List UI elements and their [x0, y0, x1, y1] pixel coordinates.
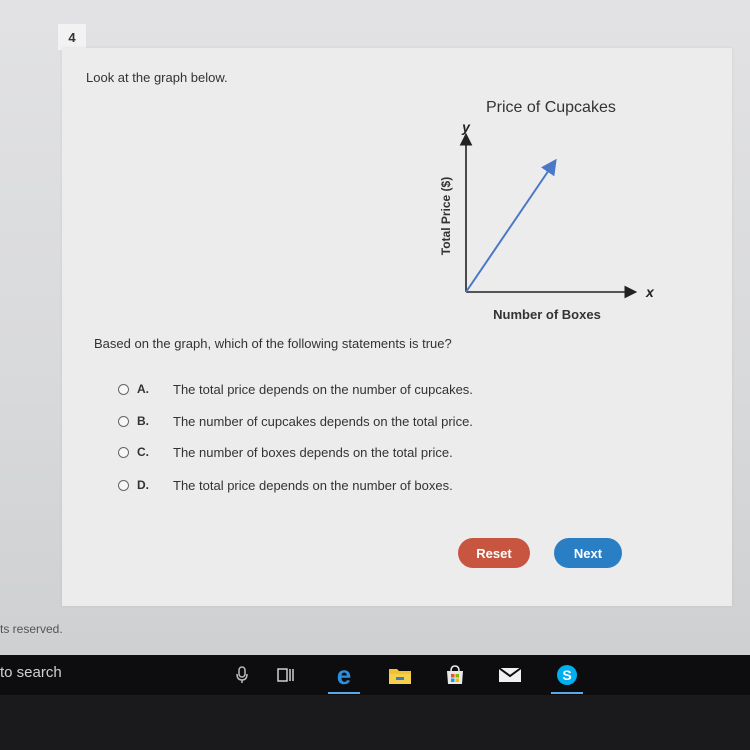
microphone-icon[interactable] [228, 661, 256, 689]
question-number: 4 [58, 24, 86, 50]
radio-a[interactable] [118, 384, 129, 395]
option-text: The number of cupcakes depends on the total price. [173, 413, 473, 429]
y-axis-letter: y [462, 119, 470, 135]
x-axis-label: Number of Boxes [493, 307, 601, 322]
question-card [62, 48, 732, 606]
copyright-text: ts reserved. [0, 622, 63, 636]
edge-icon[interactable]: e [336, 659, 352, 690]
radio-c[interactable] [118, 447, 129, 458]
option-c[interactable] [118, 442, 453, 462]
option-letter: C. [137, 445, 149, 459]
option-letter: A. [137, 382, 149, 396]
chart [432, 114, 692, 324]
file-explorer-icon[interactable] [386, 661, 414, 689]
skype-active-indicator [551, 692, 583, 694]
option-b[interactable] [118, 411, 473, 431]
option-text: The number of boxes depends on the total price. [173, 444, 453, 460]
radio-b[interactable] [118, 416, 129, 427]
question-prompt: Look at the graph below. [86, 70, 228, 85]
store-icon[interactable] [441, 661, 469, 689]
radio-d[interactable] [118, 480, 129, 491]
option-d[interactable] [118, 475, 453, 495]
option-a[interactable] [118, 379, 473, 399]
question-text: Based on the graph, which of the following statements is true? [94, 336, 452, 351]
series-line [466, 162, 554, 292]
y-axis-label: Total Price ($) [439, 176, 453, 256]
skype-icon[interactable] [553, 661, 581, 689]
task-view-icon[interactable] [272, 661, 300, 689]
option-text: The total price depends on the number of boxes. [173, 477, 453, 493]
taskbar-search[interactable]: to search [0, 664, 62, 681]
mail-icon[interactable] [496, 661, 524, 689]
reset-button[interactable]: Reset [458, 538, 530, 568]
x-axis-letter: x [646, 284, 654, 300]
option-letter: B. [137, 414, 149, 428]
option-letter: D. [137, 478, 149, 492]
svg-text:S: S [562, 667, 572, 683]
chart-title: Price of Cupcakes [486, 99, 616, 116]
next-button[interactable]: Next [554, 538, 622, 568]
taskbar [0, 655, 750, 695]
edge-active-indicator [328, 692, 360, 694]
option-text: The total price depends on the number of cupcakes. [173, 381, 473, 397]
